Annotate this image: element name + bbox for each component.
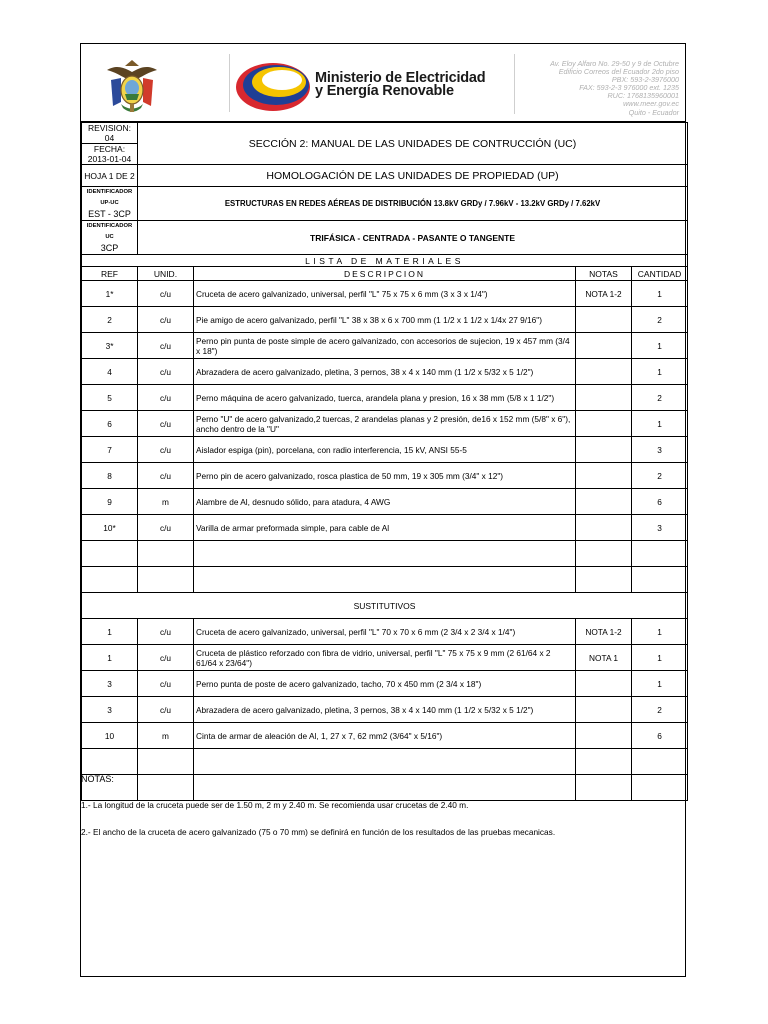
notes-cell [576, 307, 632, 333]
unit-cell: c/u [138, 307, 194, 333]
notes-cell [576, 541, 632, 567]
column-header-unit: UNID. [138, 267, 194, 281]
unit-cell: c/u [138, 645, 194, 671]
note-2: 2.- El ancho de la cruceta de acero galvanizado (75 o 70 mm) se definirá en función de los resultados de las pruebas mecanicas. [81, 827, 556, 837]
ref-cell: 1 [82, 619, 138, 645]
ref-cell: 10* [82, 515, 138, 541]
notes-cell [576, 359, 632, 385]
quantity-cell: 1 [632, 671, 688, 697]
configuration-description: TRIFÁSICA - CENTRADA - PASANTE O TANGENTE [138, 221, 688, 255]
column-header-notes: NOTAS [576, 267, 632, 281]
table-row [82, 463, 688, 489]
note-1: 1.- La longitud de la cruceta puede ser de 1.50 m, 2 m y 2.40 m. Se recomienda usar crucetas de 2.40 m. [81, 800, 469, 810]
unit-cell: c/u [138, 463, 194, 489]
letterhead [81, 44, 685, 122]
ref-cell: 3 [82, 671, 138, 697]
quantity-cell [632, 567, 688, 593]
description-cell: Perno punta de poste de acero galvanizado, tacho, 70 x 450 mm (2 3/4 x 18") [194, 671, 576, 697]
table-row [82, 697, 688, 723]
quantity-cell: 1 [632, 281, 688, 307]
table-row [82, 333, 688, 359]
address-line: Quito - Ecuador [628, 107, 679, 117]
unit-cell: c/u [138, 671, 194, 697]
materials-table [81, 122, 688, 801]
ref-cell: 9 [82, 489, 138, 515]
description-cell: Varilla de armar preformada simple, para cable de Al [194, 515, 576, 541]
structures-description: ESTRUCTURAS EN REDES AÉREAS DE DISTRIBUCIÓN 13.8kV GRDy / 7.96kV - 13.2kV GRDy / 7.62kV [138, 187, 688, 221]
address-block [550, 60, 679, 117]
notes-cell [576, 515, 632, 541]
ref-cell: 1* [82, 281, 138, 307]
description-cell: Perno "U" de acero galvanizado,2 tuercas, 2 arandelas planas y 2 presión, de16 x 152 mm (5/8" x 6"), ancho dentro de la "U" [194, 411, 576, 437]
description-cell [194, 749, 576, 775]
notes-title: NOTAS: [81, 774, 114, 784]
homologation-title: HOMOLOGACIÓN DE LAS UNIDADES DE PROPIEDAD (UP) [138, 165, 688, 187]
notes-cell: NOTA 1-2 [576, 281, 632, 307]
quantity-cell: 2 [632, 385, 688, 411]
description-cell: Pie amigo de acero galvanizado, perfil "L" 38 x 38 x 6 x 700 mm (1 1/2 x 1 1/2 x 1/4x 27 9/16") [194, 307, 576, 333]
table-row [82, 723, 688, 749]
table-row [82, 775, 688, 801]
ref-cell [82, 541, 138, 567]
notes-cell [576, 749, 632, 775]
quantity-cell: 2 [632, 697, 688, 723]
quantity-cell [632, 541, 688, 567]
quantity-cell: 3 [632, 437, 688, 463]
table-row [82, 515, 688, 541]
description-cell: Cruceta de acero galvanizado, universal, perfil "L" 75 x 75 x 6 mm (3 x 3 x 1/4") [194, 281, 576, 307]
table-row [82, 619, 688, 645]
unit-cell [138, 749, 194, 775]
notes-cell [576, 411, 632, 437]
table-row [82, 385, 688, 411]
up-uc-label: IDENTIFICADOR UP-UC [86, 189, 133, 206]
notes-cell [576, 775, 632, 801]
table-row [82, 281, 688, 307]
notes-cell [576, 385, 632, 411]
description-cell: Cruceta de acero galvanizado, universal, perfil "L" 70 x 70 x 6 mm (2 3/4 x 2 3/4 x 1/4") [194, 619, 576, 645]
notes-cell [576, 697, 632, 723]
uc-label: IDENTIFICADOR UC [86, 223, 133, 240]
address-line: www.meer.gov.ec [623, 99, 679, 109]
unit-cell: c/u [138, 333, 194, 359]
description-cell: Abrazadera de acero galvanizado, pletina, 3 pernos, 38 x 4 x 140 mm (1 1/2 x 5/32 x 5 1/2") [194, 359, 576, 385]
column-header-description: DESCRIPCION [194, 267, 576, 281]
quantity-cell: 1 [632, 645, 688, 671]
unit-cell: c/u [138, 515, 194, 541]
column-header-ref: REF [82, 267, 138, 281]
ref-cell: 2 [82, 307, 138, 333]
table-row [82, 437, 688, 463]
ref-cell: 3* [82, 333, 138, 359]
ref-cell: 8 [82, 463, 138, 489]
ref-cell: 10 [82, 723, 138, 749]
notes-cell [576, 437, 632, 463]
description-cell: Abrazadera de acero galvanizado, pletina, 3 pernos, 38 x 4 x 140 mm (1 1/2 x 5/32 x 5 1/2") [194, 697, 576, 723]
unit-cell: m [138, 723, 194, 749]
ref-cell: 1 [82, 645, 138, 671]
table-row [82, 749, 688, 775]
materials-list-title: LISTA DE MATERIALES [82, 255, 688, 267]
quantity-cell: 1 [632, 411, 688, 437]
table-row [82, 671, 688, 697]
notes-cell [576, 567, 632, 593]
revision-cell: REVISION: 04 [82, 123, 138, 144]
quantity-cell: 2 [632, 307, 688, 333]
description-cell: Aislador espiga (pin), porcelana, con radio interferencia, 15 kV, ANSI 55-5 [194, 437, 576, 463]
table-row [82, 411, 688, 437]
coat-of-arms-icon [103, 58, 161, 114]
uc-value: 3CP [100, 243, 119, 253]
address-line: FAX: 593-2-3 976000 ext. 1235 [579, 83, 679, 93]
ref-cell: 6 [82, 411, 138, 437]
address-line: RUC: 1768135960001 [607, 91, 679, 101]
unit-cell: c/u [138, 385, 194, 411]
unit-cell [138, 775, 194, 801]
table-row [82, 359, 688, 385]
section-title: SECCIÓN 2: MANUAL DE LAS UNIDADES DE CONTRUCCIÓN (UC) [138, 123, 688, 165]
notes-cell: NOTA 1-2 [576, 619, 632, 645]
description-cell [194, 541, 576, 567]
description-cell: Cinta de armar de aleación de Al, 1, 27 x 7, 62 mm2 (3/64" x 5/16") [194, 723, 576, 749]
quantity-cell [632, 749, 688, 775]
ministry-line-2: y Energía Renovable [315, 83, 454, 99]
unit-cell [138, 567, 194, 593]
table-row [82, 489, 688, 515]
unit-cell: c/u [138, 697, 194, 723]
ministry-name [315, 72, 485, 98]
address-line: Edificio Correos del Ecuador 2do piso [558, 67, 679, 77]
document-frame [80, 43, 686, 977]
address-line: PBX: 593-2-3976000 [611, 75, 679, 85]
description-cell: Alambre de Al, desnudo sólido, para atadura, 4 AWG [194, 489, 576, 515]
unit-cell: c/u [138, 437, 194, 463]
ref-cell: 3 [82, 697, 138, 723]
sheet-number: HOJA 1 DE 2 [82, 165, 138, 187]
column-header-quantity: CANTIDAD [632, 267, 688, 281]
description-cell: Cruceta de plástico reforzado con fibra de vidrio, universal, perfil "L" 75 x 75 x 9 mm (2 61/64 x 2 61/64 x 23/64") [194, 645, 576, 671]
ministry-logo-icon [233, 59, 313, 115]
description-cell: Perno máquina de acero galvanizado, tuerca, arandela plana y presion, 16 x 38 mm (5/8 x 1 1/2") [194, 385, 576, 411]
date-cell: FECHA: 2013-01-04 [82, 144, 138, 165]
unit-cell: c/u [138, 281, 194, 307]
ref-cell [82, 567, 138, 593]
table-row [82, 645, 688, 671]
notes-cell [576, 671, 632, 697]
quantity-cell: 6 [632, 723, 688, 749]
unit-cell: m [138, 489, 194, 515]
unit-cell: c/u [138, 411, 194, 437]
notes-cell [576, 723, 632, 749]
quantity-cell: 2 [632, 463, 688, 489]
quantity-cell: 3 [632, 515, 688, 541]
quantity-cell: 6 [632, 489, 688, 515]
notes-cell: NOTA 1 [576, 645, 632, 671]
unit-cell: c/u [138, 619, 194, 645]
up-uc-value: EST - 3CP [88, 209, 131, 219]
ref-cell: 5 [82, 385, 138, 411]
description-cell: Perno pin punta de poste simple de acero galvanizado, con accesorios de sujecion, 19 x 457 mm (3/4 x 18") [194, 333, 576, 359]
up-uc-identifier [82, 187, 138, 221]
ministry-line-1: Ministerio de Electricidad [315, 70, 486, 86]
quantity-cell: 1 [632, 333, 688, 359]
description-cell [194, 775, 576, 801]
table-row [82, 307, 688, 333]
uc-identifier [82, 221, 138, 255]
table-row [82, 567, 688, 593]
notes-cell [576, 489, 632, 515]
quantity-cell [632, 775, 688, 801]
notes-cell [576, 463, 632, 489]
unit-cell [138, 541, 194, 567]
description-cell: Perno pin de acero galvanizado, rosca plastica de 50 mm, 19 x 305 mm (3/4" x 12") [194, 463, 576, 489]
substitutes-title: SUSTITUTIVOS [82, 593, 688, 619]
ref-cell: 7 [82, 437, 138, 463]
unit-cell: c/u [138, 359, 194, 385]
description-cell [194, 567, 576, 593]
ref-cell: 4 [82, 359, 138, 385]
address-line: Av. Eloy Alfaro No. 29-50 y 9 de Octubre [550, 59, 679, 68]
notes-cell [576, 333, 632, 359]
quantity-cell: 1 [632, 359, 688, 385]
quantity-cell: 1 [632, 619, 688, 645]
table-row [82, 541, 688, 567]
ref-cell [82, 749, 138, 775]
